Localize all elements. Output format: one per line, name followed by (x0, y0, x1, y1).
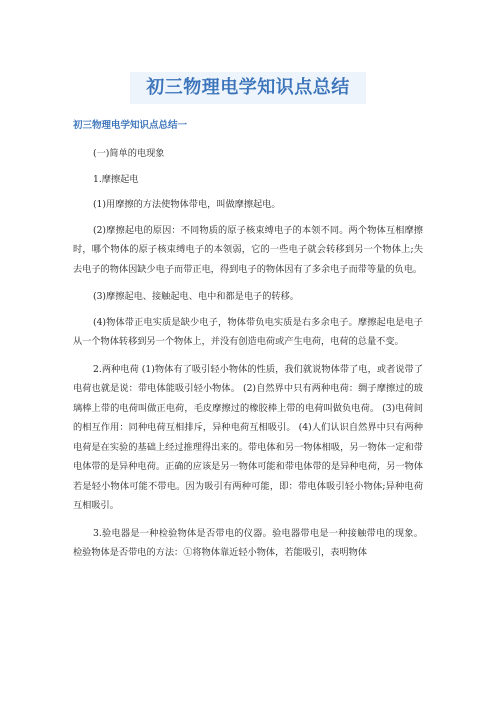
document-body (73, 118, 423, 571)
paragraph: (2)摩擦起电的原因：不同物质的原子核束缚电子的本领不同。两个物体互相摩擦时，哪个物体的原子核束缚电子的本领弱，它的一些电子就会转移到另一个物体上;失去电子的物体因缺少电子而带正电，得到电子的物体因有了多余电子而带等量的负电。 (73, 224, 423, 275)
paragraph: 2.两种电荷 (1)物体有了吸引轻小物体的性质，我们就说物体带了电，或者说带了电荷也就是说：带电体能吸引轻小物体。 (2)自然界中只有两种电荷：绸子摩擦过的玻璃棒上带的电荷叫做正电荷，毛皮摩擦过的橡胶棒上带的电荷叫做负电荷。 (3)电荷间的相互作用：同种电荷互相排斥，异种电荷互相吸引。 (4)人们认识自然界中只有两种电荷是在实验的基础上经过推理得出来的。带电体和另一物体相吸，另一物体一定和带电体带的是异种电荷。正确的应该是另一物体可能和带电体带的是异种电荷，另一物体若是轻小物体可能不带电。因为吸引有两种可能，即：带电体吸引轻小物体;异种电荷互相吸引。 (73, 363, 423, 511)
paragraph: (3)摩擦起电、接触起电、电中和都是电子的转移。 (93, 291, 299, 302)
paragraph: (4)物体带正电实质是缺少电子，物体带负电实质是右多余电子。摩擦起电是电子从一个物体转移到另一个物体上，并没有创造电荷或产生电荷，电荷的总量不变。 (73, 316, 423, 347)
paragraph: 1.摩擦起电 (93, 173, 139, 185)
section-heading: 初三物理电学知识点总结一 (73, 120, 188, 131)
paragraph: 3.验电器是一种检验物体是否带电的仪器。验电器带电是一种接触带电的现象。 检验物体是否带电的方法：①将物体靠近轻小物体，若能吸引，表明物体 (73, 527, 423, 558)
paragraph: (一)简单的电现象 (93, 148, 165, 159)
paragraph: (1)用摩擦的方法使物体带电，叫做摩擦起电。 (93, 199, 281, 210)
document-title: 初三物理电学知识点总结 (146, 77, 350, 98)
